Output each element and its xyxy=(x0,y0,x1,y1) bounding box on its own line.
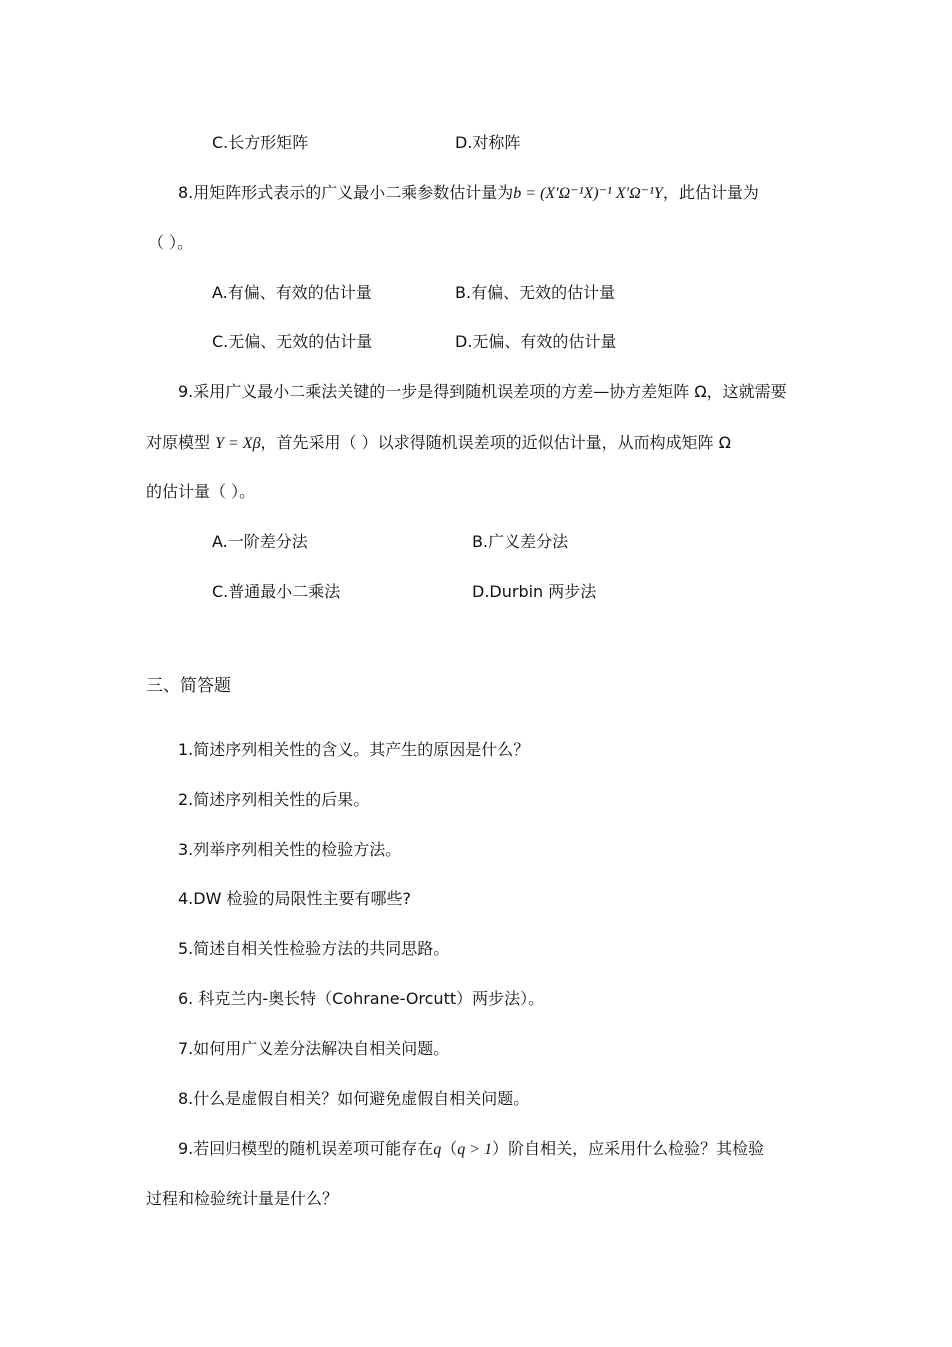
section3-item-2: 2.简述序列相关性的后果。 xyxy=(178,790,370,809)
q9-line2-before: 对原模型 xyxy=(146,433,211,452)
q8-option-b: B.有偏、无效的估计量 xyxy=(455,283,616,302)
q7-option-d: D.对称阵 xyxy=(455,133,521,152)
q8-option-c: C.无偏、无效的估计量 xyxy=(212,332,373,351)
q9-line2 xyxy=(146,433,731,454)
section3-item-1: 1.简述序列相关性的含义。其产生的原因是什么？ xyxy=(178,740,530,759)
q8-formula: b = (X′Ω⁻¹X)⁻¹ X′Ω⁻¹Y xyxy=(513,185,663,202)
q9-line2-formula: Y = Xβ xyxy=(215,435,261,452)
q8-text-before: 8.用矩阵形式表示的广义最小二乘参数估计量为 xyxy=(178,183,514,202)
section3-item-7: 7.如何用广义差分法解决自相关问题。 xyxy=(178,1039,450,1058)
section3-item-5: 5.简述自相关性检验方法的共同思路。 xyxy=(178,939,450,958)
q9-option-a: A.一阶差分法 xyxy=(212,532,308,551)
section3-item-9-after: ）阶自相关，应采用什么检验？其检验 xyxy=(492,1139,765,1158)
section3-item-4: 4.DW 检验的局限性主要有哪些? xyxy=(178,889,411,908)
q8-option-a: A.有偏、有效的估计量 xyxy=(212,283,372,302)
section3-item-9-before: 9.若回归模型的随机误差项可能存在 xyxy=(178,1139,434,1158)
section3-item-9-formula1: q xyxy=(433,1141,442,1158)
q9-option-b: B.广义差分法 xyxy=(472,532,569,551)
q9-option-d: D.Durbin 两步法 xyxy=(472,582,597,601)
section3-item-9-mid: （ xyxy=(441,1139,458,1158)
q9-option-c: C.普通最小二乘法 xyxy=(212,582,341,601)
q9-line3: 的估计量（ ）。 xyxy=(146,482,256,501)
section3-item-9 xyxy=(178,1139,764,1160)
q8-blank: （ ）。 xyxy=(148,233,194,252)
section3-item-9-formula2: q > 1 xyxy=(457,1141,493,1158)
q7-option-c: C.长方形矩阵 xyxy=(212,133,309,152)
q8-text-after: ，此估计量为 xyxy=(662,183,759,202)
section3-item-8: 8.什么是虚假自相关？如何避免虚假自相关问题。 xyxy=(178,1089,530,1108)
section3-item-9-line2: 过程和检验统计量是什么？ xyxy=(146,1189,339,1208)
section3-item-6: 6. 科克兰内-奥长特（Cohrane-Orcutt）两步法）。 xyxy=(178,989,545,1008)
section3-title: 三、简答题 xyxy=(146,676,231,696)
q8-option-d: D.无偏、有效的估计量 xyxy=(455,332,617,351)
section3-item-3: 3.列举序列相关性的检验方法。 xyxy=(178,840,402,859)
q9-line1: 9.采用广义最小二乘法关键的一步是得到随机误差项的方差—协方差矩阵 Ω，这就需要 xyxy=(178,382,787,401)
q8-stem xyxy=(178,183,759,204)
q9-line2-after: ，首先采用（ ）以求得随机误差项的近似估计量，从而构成矩阵 Ω xyxy=(260,433,731,452)
